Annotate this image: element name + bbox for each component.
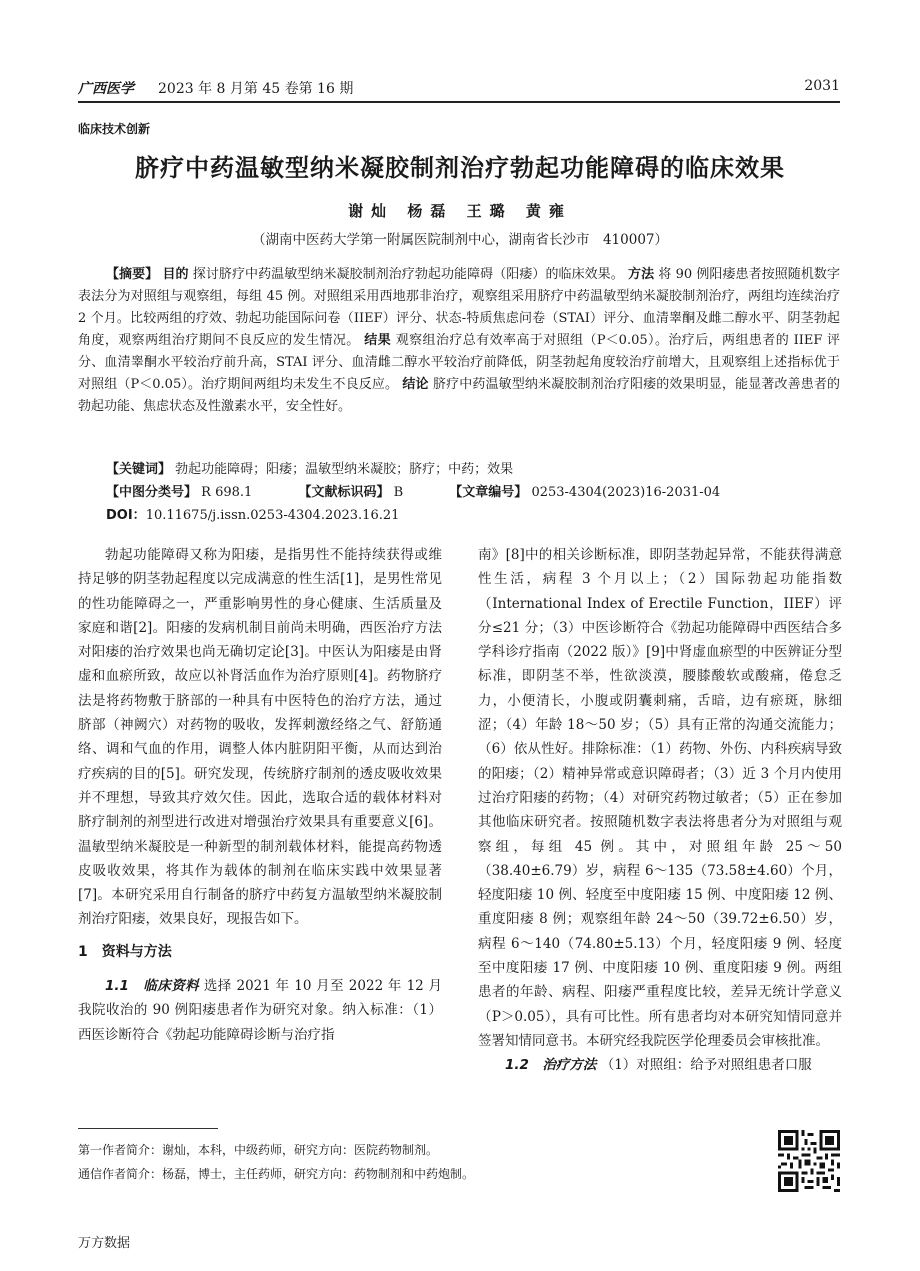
- abstract: [78, 264, 840, 418]
- affiliation: （湖南中医药大学第一附属医院制剂中心，湖南省长沙市 410007）: [251, 232, 669, 248]
- doi-line: [106, 505, 840, 527]
- body-left-column: [78, 543, 442, 1047]
- treatment-text: （1）对照组：给予对照组患者口服: [600, 1057, 812, 1074]
- keywords: [106, 459, 840, 481]
- clinical-data-text: 选择 2021 年 10 月至 2022 年 12 月我院收治的 90 例阳痿患者作为研究对象。纳入标准：（1）西医诊断符合《勃起功能障碍诊断与治疗指: [78, 978, 442, 1043]
- authors: 谢灿 杨磊 王璐 黄雍: [348, 202, 572, 220]
- abstract-label: 【摘要】: [106, 267, 159, 282]
- section-tag: 临床技术创新: [78, 122, 151, 136]
- criteria-paragraph: 南》[8]中的相关诊断标准，即阴茎勃起异常，不能获得满意性生活，病程 3 个月以上；（2）国际勃起功能指数（International Index of Erectile Function，IIEF）评分≤21 分；（3）中医诊断符合《勃起功能障碍中西医结合多学科诊疗指南（2022 版）》[9]中肾虚血瘀型的中医辨证分型标准，即阴茎不举，性欲淡漠，腰膝酸软或酸痛，倦怠乏力，小便清长，小腹或阴囊刺痛，舌暗，边有瘀斑，脉细涩；（4）年龄 18～50 岁；（5）具有正常的沟通交流能力；（6）依从性好。排除标准：（1）药物、外伤、内科疾病导致的阳痿；（2）精神异常或意识障碍者；（3）近 3 个月内使用过治疗阳痿的药物；（4）对研究药物过敏者；（5）正在参加其他临床研究者。按照随机数字表法将患者分为对照组与观察组，每组 45 例。其中，对照组年龄 25～50（38.40±6.79）岁，病程 6～135（73.58±4.60）个月，轻度阳痿 10 例、轻度至中度阳痿 15 例、中度阳痿 12 例、重度阳痿 8 例；观察组年龄 24～50（39.72±6.50）岁，病程 6～140（74.80±5.13）个月，轻度阳痿 9 例、轻度至中度阳痿 17 例、中度阳痿 10 例、重度阳痿 9 例。两组患者的年龄、病程、阳痿严重程度比较，差异无统计学意义（P＞0.05），具有可比性。所有患者均对本研究知情同意并签署知情同意书。本研究经我院医学伦理委员会审核批准。: [478, 547, 842, 1049]
- classification-line: [106, 482, 840, 504]
- first-author-note: 第一作者简介：谢灿，本科，中级药师，研究方向：医院药物制剂。: [78, 1143, 439, 1157]
- journal-name: 广西医学: [78, 81, 134, 97]
- header-divider: [78, 101, 840, 103]
- doc-code-value: B: [393, 485, 404, 500]
- corresponding-author-note: 通信作者简介：杨磊，博士，主任药师，研究方向：药物制剂和中药炮制。: [78, 1167, 475, 1181]
- objective-text: 探讨脐疗中药温敏型纳米凝胶制剂治疗勃起功能障碍（阳痿）的临床效果。: [192, 267, 624, 282]
- body-right-column: [478, 543, 842, 1078]
- subsection-label-1-2: 1.2 治疗方法: [505, 1057, 597, 1074]
- clc-label: 【中图分类号】: [106, 485, 198, 500]
- results-text: 观察组治疗总有效率高于对照组（P＜0.05）。治疗后，两组患者的 IIEF 评分、血清睾酮水平较治疗前升高，STAI 评分、血清雌二醇水平较治疗前降低，阴茎勃起角度较治疗前增大，且观察组上述指标优于对照组（P＜0.05）。治疗期间两组均未发生不良反应。: [78, 333, 840, 392]
- doi-value: 10.11675/j.issn.0253-4304.2023.16.21: [145, 508, 400, 523]
- objective-label: 目的: [162, 267, 189, 282]
- doc-code-label: 【文献标识码】: [298, 485, 390, 500]
- running-header: [78, 78, 840, 100]
- qr-code-icon: [778, 1130, 840, 1192]
- results-label: 结果: [364, 333, 392, 348]
- methods-label: 方法: [628, 267, 655, 282]
- treatment-paragraph: [478, 1053, 842, 1077]
- issue-info: 2023 年 8 月第 45 卷第 16 期: [158, 81, 354, 97]
- conclusion-text: 脐疗中药温敏型纳米凝胶制剂治疗阳痿的效果明显，能显著改善患者的勃起功能、焦虑状态及性激素水平，安全性好。: [78, 377, 840, 414]
- article-title: 脐疗中药温敏型纳米凝胶制剂治疗勃起功能障碍的临床效果: [135, 154, 785, 182]
- clinical-data-paragraph: [78, 974, 442, 1047]
- clc-value: R 698.1: [201, 485, 253, 500]
- doi-label: DOI：: [106, 508, 146, 523]
- article-no-label: 【文章编号】: [449, 485, 528, 500]
- footnotes: [78, 1138, 474, 1186]
- section-heading-methods: 1 资料与方法: [78, 943, 172, 960]
- methods-text: 将 90 例阳痿患者按照随机数字表法分为对照组与观察组，每组 45 例。对照组采用西地那非治疗，观察组采用脐疗中药温敏型纳米凝胶制剂治疗，两组均连续治疗 2 个月。比较两组的疗效、勃起功能国际问卷（IIEF）评分、状态-特质焦虑问卷（STAI）评分、血清睾酮及雌二醇水平、阴茎勃起角度，观察两组治疗期间不良反应的发生情况。: [78, 267, 840, 348]
- subsection-label-1-1: 1.1 临床资料: [105, 978, 200, 995]
- page-number: 2031: [804, 78, 840, 94]
- keywords-label: 【关键词】: [106, 462, 172, 477]
- conclusion-label: 结论: [402, 377, 429, 392]
- keywords-value: 勃起功能障碍；阳痿；温敏型纳米凝胶；脐疗；中药；效果: [175, 462, 514, 477]
- footer-watermark: 万方数据: [78, 1236, 131, 1251]
- article-no-value: 0253-4304(2023)16-2031-04: [531, 485, 721, 500]
- intro-paragraph: 勃起功能障碍又称为阳痿，是指男性不能持续获得或维持足够的阴茎勃起程度以完成满意的性生活[1]，是男性常见的性功能障碍之一，严重影响男性的身心健康、生活质量及家庭和谐[2]。阳痿的发病机制目前尚未明确，西医治疗方法对阳痿的治疗效果也尚无确切定论[3]。中医认为阳痿是由肾虚和血瘀所致，故应以补肾活血作为治疗原则[4]。药物脐疗法是将药物敷于脐部的一种具有中医特色的治疗方法，通过脐部（神阙穴）对药物的吸收，发挥刺激经络之气、舒筋通络、调和气血的作用，调整人体内脏阴阳平衡，从而达到治疗疾病的目的[5]。研究发现，传统脐疗制剂的透皮吸收效果并不理想，导致其疗效欠佳。因此，选取合适的载体材料对脐疗制剂的剂型进行改进对增强治疗效果具有重要意义[6]。温敏型纳米凝胶是一种新型的制剂载体材料，能提高药物透皮吸收效果，将其作为载体的制剂在临床实践中效果显著[7]。本研究采用自行制备的脐疗中药复方温敏型纳米凝胶制剂治疗阳痿，效果良好，现报告如下。: [78, 547, 442, 928]
- footnote-divider: [78, 1128, 218, 1129]
